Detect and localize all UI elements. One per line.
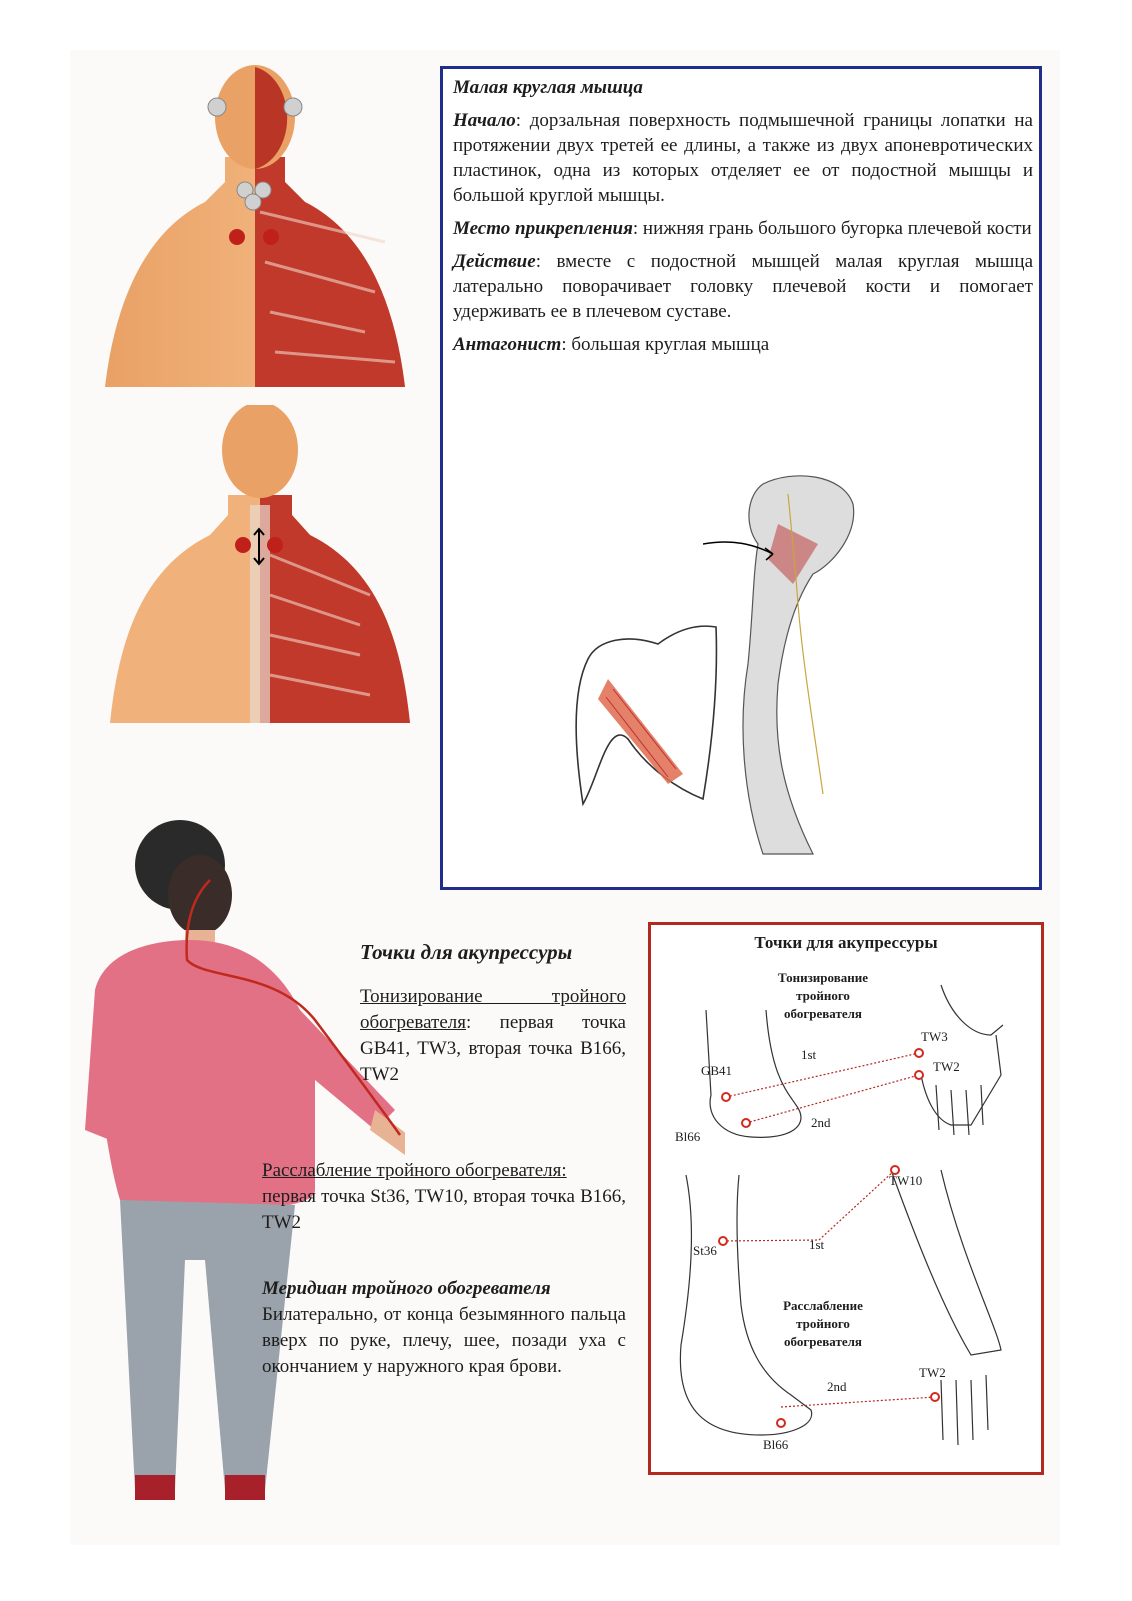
label-bl66-top: Bl66 xyxy=(675,1129,701,1144)
antagonist-text: : большая круглая мышца xyxy=(561,334,770,355)
label-2nd-top: 2nd xyxy=(811,1115,831,1130)
antagonist-label: Антагонист xyxy=(453,334,562,355)
insertion-label: Место прикрепления xyxy=(453,218,633,239)
muscle-title: Малая круглая мышца xyxy=(453,77,643,98)
relax-block xyxy=(262,1158,626,1236)
label-1st-bottom: 1st xyxy=(809,1237,825,1252)
origin-text: : дорзальная поверхность подмышечной границы лопатки на протяжении двух третей ее длины, а также из двух апоневротических пластинок, одна из которых отделяет ее от подостной мышцы и большой круглой мышцы. xyxy=(453,110,1033,206)
diagram-relax-label: Расслабление тройного обогревателя xyxy=(783,1298,863,1349)
label-2nd-bottom: 2nd xyxy=(827,1379,847,1394)
label-bl66-bottom: Bl66 xyxy=(763,1437,789,1452)
front-torso-illustration xyxy=(105,62,405,392)
origin-label: Начало xyxy=(453,110,516,131)
meridian-heading: Меридиан тройного обогревателя xyxy=(262,1278,551,1299)
label-tw2-bottom: TW2 xyxy=(919,1365,946,1380)
diagram-tonify-label: Тонизирование тройного обогревателя xyxy=(778,970,868,1021)
insertion-text: : нижняя грань большого бугорка плечевой кости xyxy=(632,218,1032,239)
action-text: : вместе с подостной мышцей малая круглая мышца латерально поворачивает головку плечевой кости и помогает удерживать ее в плечевом суставе. xyxy=(453,251,1033,322)
antagonist-paragraph xyxy=(453,332,1033,357)
label-tw10: TW10 xyxy=(889,1173,923,1188)
acupressure-diagram-box xyxy=(648,922,1044,1475)
action-label: Действие xyxy=(453,251,536,272)
label-st36: St36 xyxy=(693,1243,717,1258)
tonify-text: : первая точка GB41, TW3, вторая точка B166, TW2 xyxy=(360,1012,626,1085)
origin-paragraph xyxy=(453,108,1033,208)
meridian-text: Билатерально, от конца безымянного пальца вверх по руке, плечу, шее, позади уха с окончанием у наружного края брови. xyxy=(262,1304,626,1377)
diagram-title: Точки для акупрессуры xyxy=(754,933,938,952)
label-1st-top: 1st xyxy=(801,1047,817,1062)
relax-colon: : xyxy=(561,1160,567,1181)
action-paragraph xyxy=(453,249,1033,324)
woman-meridian-illustration xyxy=(75,810,405,1500)
relax-heading: Расслабление тройного обогревателя xyxy=(262,1160,562,1181)
meridian-block xyxy=(262,1276,626,1380)
relax-text: первая точка St36, TW10, вторая точка B166, TW2 xyxy=(262,1186,626,1233)
acupressure-title: Точки для акупрессуры xyxy=(360,940,573,964)
insertion-paragraph xyxy=(453,216,1033,241)
label-gb41: GB41 xyxy=(701,1063,733,1078)
label-tw3: TW3 xyxy=(921,1029,948,1044)
label-tw2-top: TW2 xyxy=(933,1059,960,1074)
tonify-block xyxy=(360,984,626,1088)
arm-sketch xyxy=(703,464,943,864)
tonify-heading: Тонизирование тройного обогревателя xyxy=(360,986,626,1033)
muscle-description-box xyxy=(440,66,1042,890)
back-torso-illustration xyxy=(110,405,410,725)
